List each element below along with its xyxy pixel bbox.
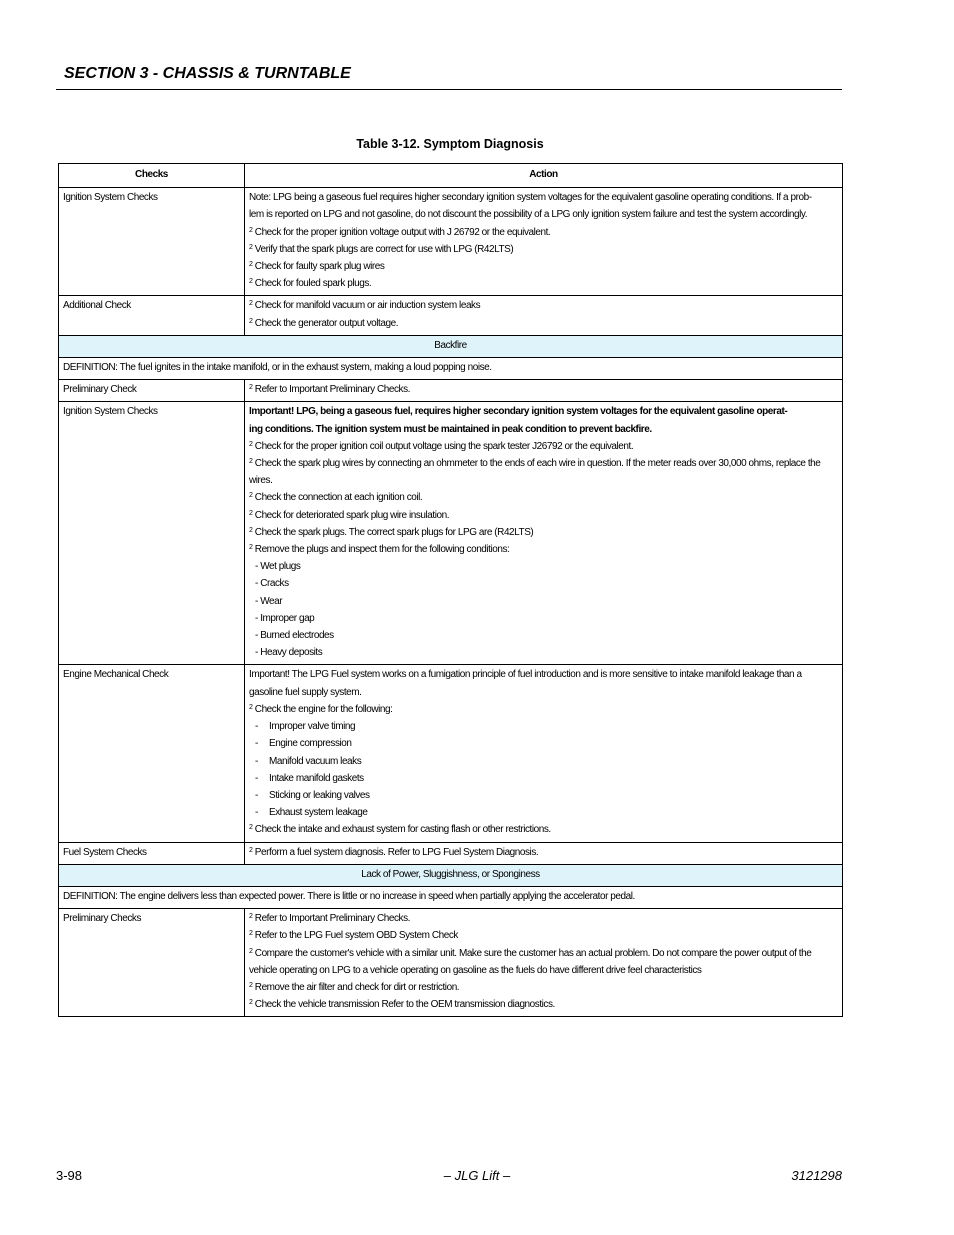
- action-line: $^2$ Remove the plugs and inspect them for the following conditions:: [249, 544, 510, 556]
- check-cell: Preliminary Check: [59, 380, 245, 402]
- note-line: lem is reported on LPG and not gasoline, do not discount the possibility of a LPG only ignition system failure and test the system accordingly.: [249, 209, 808, 221]
- action-cell: [245, 665, 843, 842]
- document-number: 3121298: [791, 1168, 842, 1183]
- important-line: ing conditions. The ignition system must be maintained in peak condition to prevent backfire.: [249, 423, 652, 435]
- symptom-band-row: [59, 335, 843, 357]
- condition-item: - Sticking or leaking valves: [255, 789, 370, 801]
- action-line: $^2$ Check the vehicle transmission Refer to the OEM transmission diagnostics.: [249, 999, 555, 1011]
- important-line: Important! The LPG Fuel system works on a fumigation principle of fuel introduction and is more sensitive to intake manifold leakage than a: [249, 669, 802, 681]
- action-line: $^2$ Refer to the LPG Fuel system OBD System Check: [249, 930, 458, 942]
- check-cell: Fuel System Checks: [59, 842, 245, 864]
- action-cell: [245, 402, 843, 665]
- action-line: $^2$ Check the intake and exhaust system for casting flash or other restrictions.: [249, 824, 551, 836]
- action-line: $^2$ Check the engine for the following:: [249, 703, 393, 715]
- table-row: [59, 909, 843, 1017]
- action-line: vehicle operating on LPG to a vehicle operating on gasoline as the fuels do have different drive feel characteristics: [249, 964, 702, 976]
- action-line: $^2$ Check for faulty spark plug wires: [249, 261, 385, 273]
- condition-item: - Exhaust system leakage: [255, 807, 368, 819]
- check-cell: Ignition System Checks: [59, 402, 245, 665]
- action-line: $^2$ Check for the proper ignition voltage output with J 26792 or the equivalent.: [249, 226, 551, 238]
- condition-item: - Heavy deposits: [255, 647, 323, 659]
- condition-item: - Improper gap: [255, 612, 315, 624]
- condition-item: - Cracks: [255, 578, 289, 590]
- section-divider: [56, 89, 842, 90]
- definition-row: [59, 886, 843, 908]
- action-line: $^2$ Refer to Important Preliminary Checks.: [249, 913, 410, 925]
- action-line: $^2$ Check the spark plugs. The correct spark plugs for LPG are (R42LTS): [249, 526, 534, 538]
- check-cell: Additional Check: [59, 296, 245, 335]
- action-cell: [245, 188, 843, 296]
- action-line: $^2$ Check for manifold vacuum or air induction system leaks: [249, 300, 481, 312]
- page-number: 3-98: [56, 1168, 83, 1183]
- table-header-row: [59, 164, 843, 188]
- table-row: [59, 296, 843, 335]
- check-cell: Preliminary Checks: [59, 909, 245, 1017]
- action-line: $^2$ Check the spark plug wires by connecting an ohmmeter to the ends of each wire in question. If the meter reads over 30,000 ohms, replace the: [249, 458, 821, 470]
- condition-item: - Engine compression: [255, 738, 352, 750]
- condition-item: - Intake manifold gaskets: [255, 772, 364, 784]
- table-row: [59, 842, 843, 864]
- definition-cell: DEFINITION: The fuel ignites in the intake manifold, or in the exhaust system, making a loud popping noise.: [59, 358, 843, 380]
- condition-item: - Wear: [255, 595, 283, 607]
- action-line: $^2$ Remove the air filter and check for dirt or restriction.: [249, 981, 460, 993]
- table-row: [59, 380, 843, 402]
- table-row: [59, 665, 843, 842]
- action-line: $^2$ Check for fouled spark plugs.: [249, 278, 372, 290]
- condition-item: - Wet plugs: [255, 561, 301, 573]
- check-cell: Ignition System Checks: [59, 188, 245, 296]
- action-cell: [245, 842, 843, 864]
- column-header-checks: Checks: [59, 164, 245, 188]
- action-line: $^2$ Check the connection at each ignition coil.: [249, 492, 423, 504]
- action-line: $^2$ Verify that the spark plugs are correct for use with LPG (R42LTS): [249, 243, 514, 255]
- definition-row: [59, 358, 843, 380]
- action-line: wires.: [249, 475, 273, 487]
- condition-item: - Burned electrodes: [255, 630, 334, 642]
- condition-item: - Improper valve timing: [255, 721, 356, 733]
- note-line: Note: LPG being a gaseous fuel requires higher secondary ignition system voltages for the equivalent gasoline operating conditions. If a prob-: [249, 192, 812, 204]
- action-line: $^2$ Compare the customer's vehicle with a similar unit. Make sure the customer has an actual problem. Do not compare the power output of the: [249, 947, 812, 959]
- action-line: $^2$ Perform a fuel system diagnosis. Refer to LPG Fuel System Diagnosis.: [249, 846, 539, 858]
- action-line: $^2$ Check for deteriorated spark plug wire insulation.: [249, 509, 450, 521]
- table-row: [59, 188, 843, 296]
- symptom-heading: Lack of Power, Sluggishness, or Sponginess: [59, 864, 843, 886]
- table-row: [59, 402, 843, 665]
- important-line: Important! LPG, being a gaseous fuel, requires higher secondary ignition system voltages for the equivalent gasoline operat-: [249, 406, 788, 418]
- action-line: $^2$ Refer to Important Preliminary Checks.: [249, 384, 410, 396]
- action-line: $^2$ Check the generator output voltage.: [249, 317, 399, 329]
- section-title: SECTION 3 - CHASSIS & TURNTABLE: [64, 65, 351, 82]
- definition-cell: DEFINITION: The engine delivers less than expected power. There is little or no increase in speed when partially applying the accelerator pedal.: [59, 886, 843, 908]
- symptom-heading: Backfire: [59, 335, 843, 357]
- footer-brand: – JLG Lift –: [443, 1168, 511, 1183]
- column-header-action: Action: [245, 164, 843, 188]
- action-line: $^2$ Check for the proper ignition coil output voltage using the spark tester J26792 or the equivalent.: [249, 440, 634, 452]
- check-cell: Engine Mechanical Check: [59, 665, 245, 842]
- condition-item: - Manifold vacuum leaks: [255, 755, 362, 767]
- action-cell: [245, 296, 843, 335]
- symptom-band-row: [59, 864, 843, 886]
- symptom-diagnosis-table: [58, 163, 843, 1017]
- action-cell: [245, 909, 843, 1017]
- table-caption: Table 3-12. Symptom Diagnosis: [356, 137, 544, 151]
- important-line: gasoline fuel supply system.: [249, 686, 362, 698]
- action-cell: [245, 380, 843, 402]
